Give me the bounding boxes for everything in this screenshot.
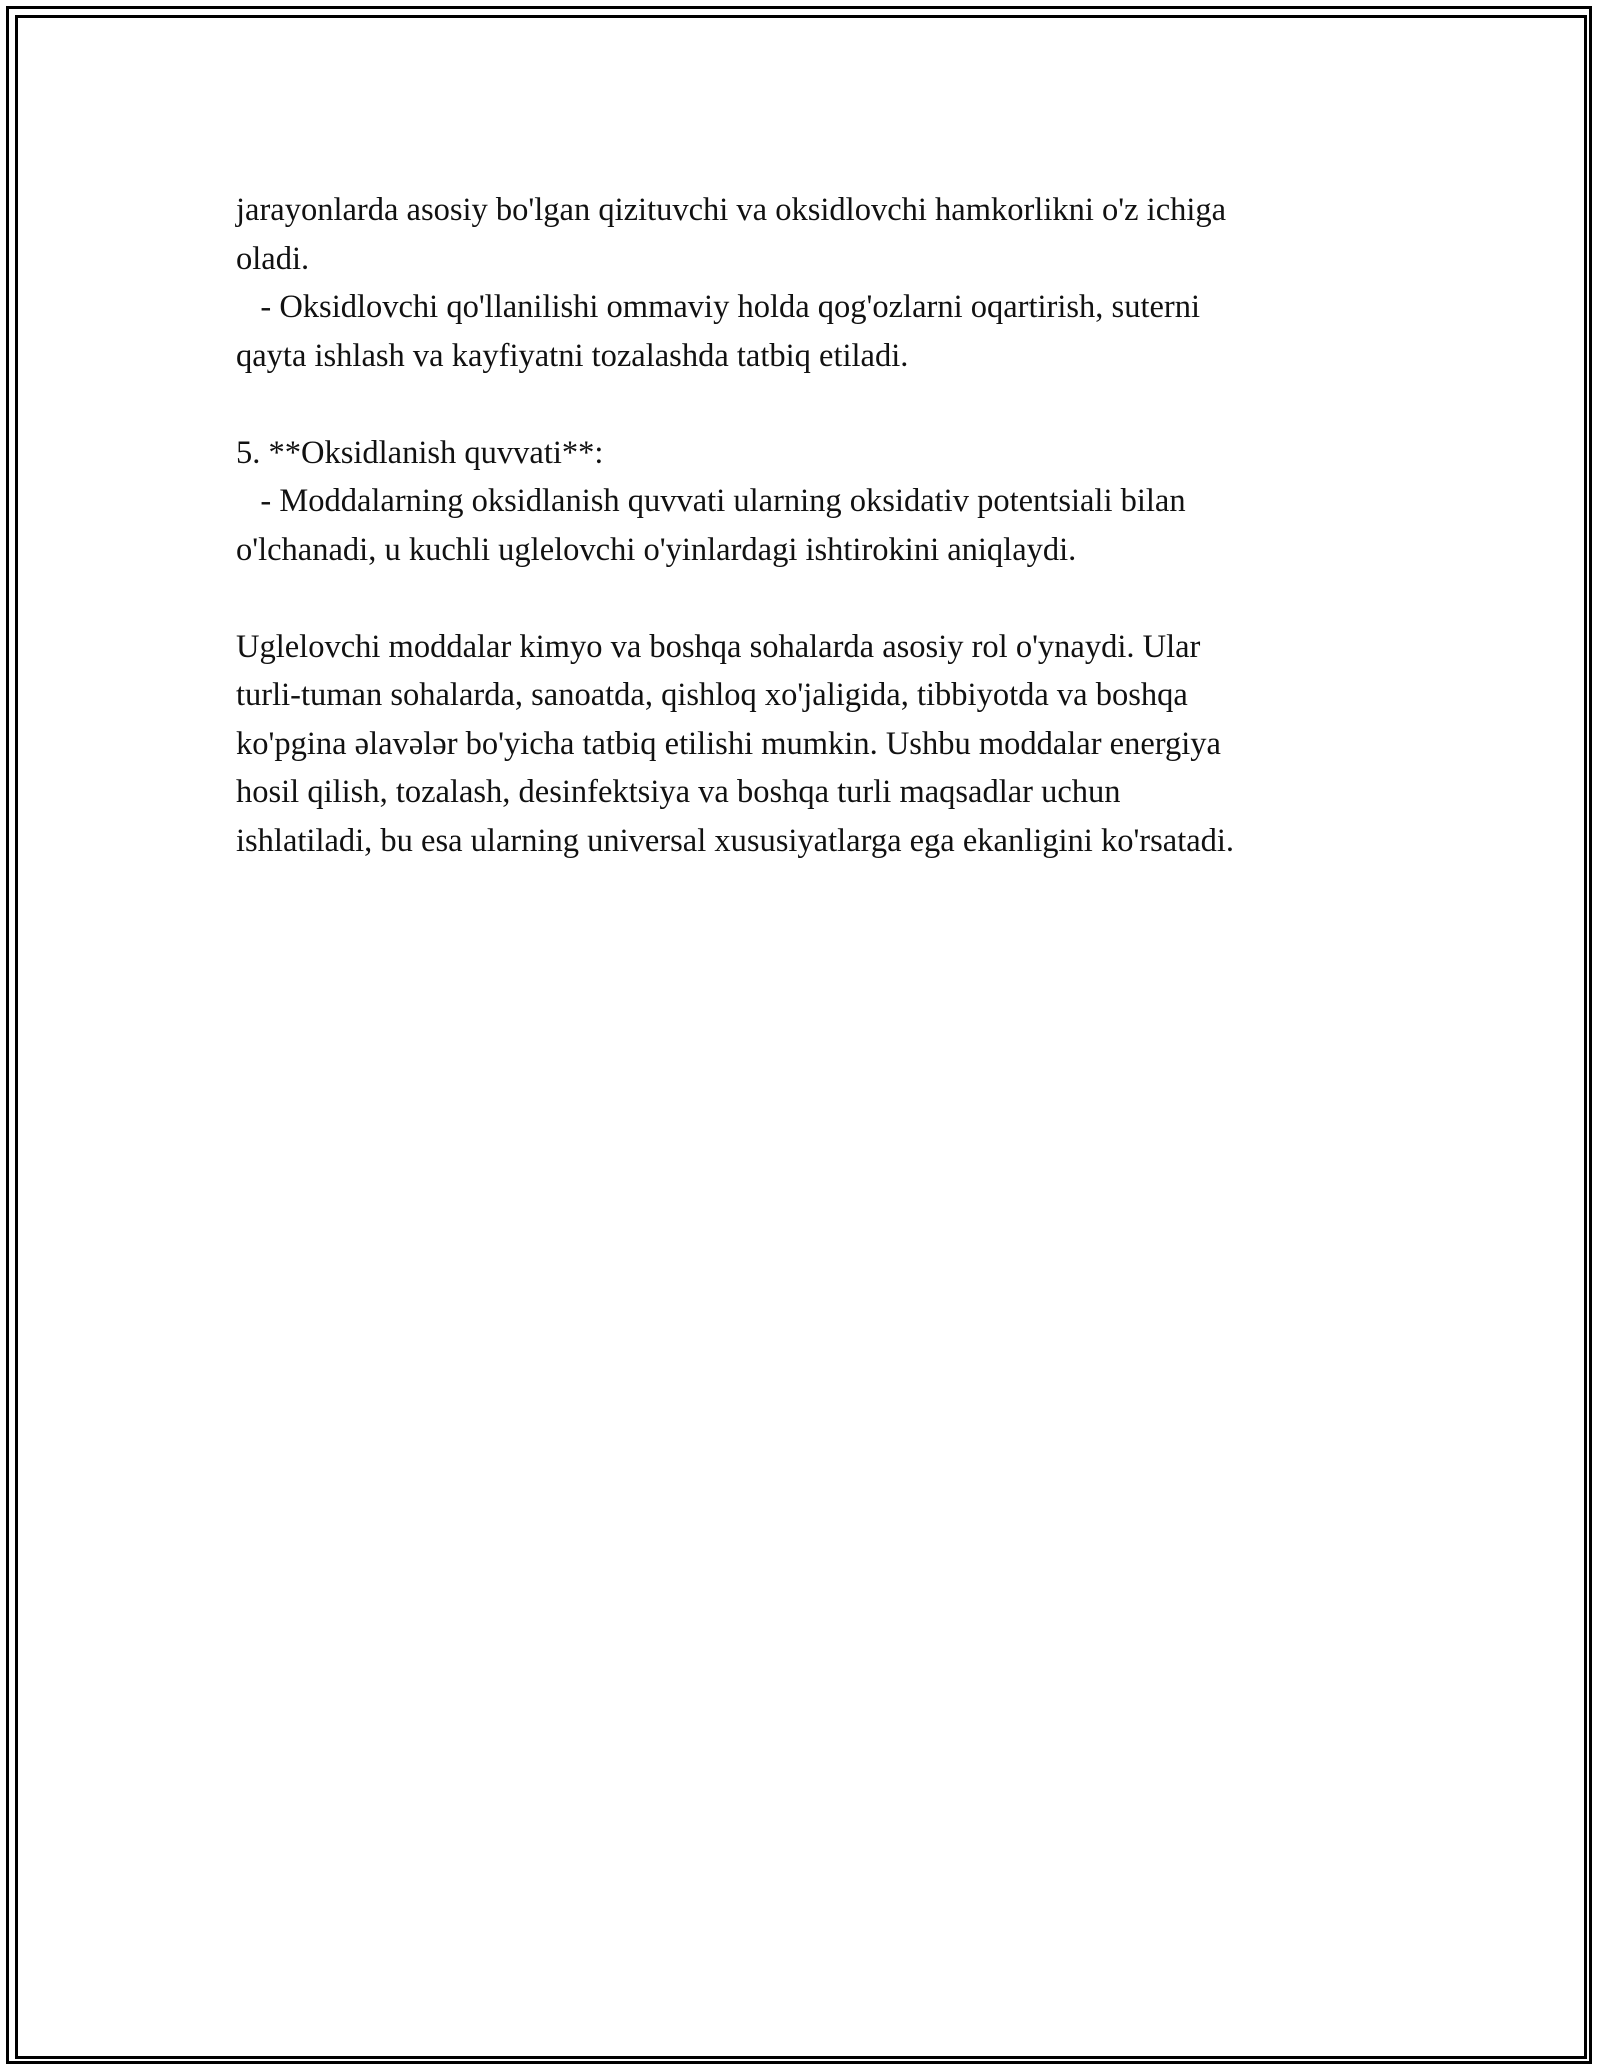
document-body <box>236 186 1436 865</box>
text-line: turli-tuman sohalarda, sanoatda, qishloq xo'jaligida, tibbiyotda va boshqa <box>236 677 1188 713</box>
list-item-bullet: - Oksidlovchi qo'llanilishi ommaviy holda qog'ozlarni oqartirish, suterni <box>236 289 1201 325</box>
text-line: Uglelovchi moddalar kimyo va boshqa sohalarda asosiy rol o'ynaydi. Ular <box>236 628 1201 665</box>
text-line: ko'pgina əlavələr bo'yicha tatbiq etilishi mumkin. Ushbu moddalar energiya <box>236 725 1221 762</box>
text-line: o'lchanadi, u kuchli uglelovchi o'yinlardagi ishtirokini aniqlaydi. <box>236 531 1077 568</box>
paragraph-conclusion <box>236 623 1436 866</box>
numbered-heading: 5. **Oksidlanish quvvati**: <box>236 434 604 471</box>
text-line: jarayonlarda asosiy bo'lgan qizituvchi va oksidlovchi hamkorlikni o'z ichiga <box>236 192 1227 228</box>
text-line: qayta ishlash va kayfiyatni tozalashda tatbiq etiladi. <box>236 337 909 374</box>
paragraph-spacer <box>236 574 1436 623</box>
paragraph-spacer <box>236 380 1436 429</box>
text-line: hosil qilish, tozalash, desinfektsiya va boshqa turli maqsadlar uchun <box>236 774 1121 810</box>
list-item-bullet: - Moddalarning oksidlanish quvvati ularning oksidativ potentsiali bilan <box>236 483 1186 519</box>
paragraph-oxidation-power <box>236 429 1436 575</box>
text-line: oladi. <box>236 240 310 277</box>
paragraph-oxidizer-applications <box>236 186 1436 380</box>
text-line: ishlatiladi, bu esa ularning universal xususiyatlarga ega ekanligini ko'rsatadi. <box>236 822 1235 859</box>
